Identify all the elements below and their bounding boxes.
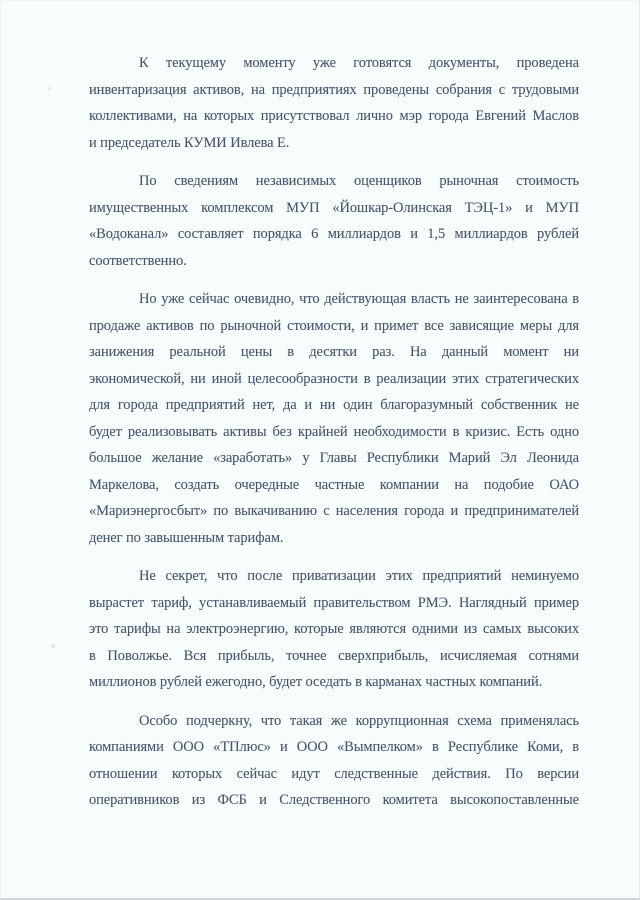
text-line: в Поволжье. Вся прибыль, точнее сверхприбыль, исчисляемая сотнями [89, 647, 579, 664]
text-line: большое желание «заработать» у Главы Республики Марий Эл Леонида [89, 450, 579, 466]
text-line: это тарифы на электроэнергию, которые являются одними из самых высоких [89, 621, 579, 637]
text-line: коллективами, на которых присутствовал лично мэр города Евгений Маслов [89, 108, 579, 124]
text-line: Но уже сейчас очевидно, что действующая власть не заинтересована в [139, 291, 579, 307]
paragraph-2 [89, 168, 577, 274]
text-line: соответственно. [89, 252, 187, 269]
scan-speck [48, 87, 51, 90]
text-line: К текущему моменту уже готовятся документы, проведена [139, 55, 579, 71]
text-line: Особо подчеркну, что такая же коррупционная схема применялась [139, 712, 579, 729]
text-line: денег по завышенным тарифам. [89, 529, 284, 546]
text-line: будет реализовывать активы без крайней необходимости в кризис. Есть одно [89, 423, 579, 440]
text-line: Не секрет, что после приватизации этих предприятий неминуемо [139, 568, 579, 584]
paragraph-4 [89, 563, 577, 696]
text-line: По сведениям независимых оценщиков рыночная стоимость [139, 173, 579, 189]
text-line: «Мариэнергосбыт» по выкачиванию с населения города и предпринимателей [89, 503, 579, 519]
text-line: продаже активов по рыночной стоимости, и примет все зависящие меры для [89, 317, 579, 334]
text-line: экономической, ни иной целесообразности в реализации этих стратегических [89, 370, 579, 387]
text-line: инвентаризация активов, на предприятиях проведены собрания с трудовыми [89, 81, 579, 98]
text-line: и председатель КУМИ Ивлева Е. [89, 134, 290, 151]
text-line: вырастет тариф, устанавливаемый правительством РМЭ. Наглядный пример [89, 594, 579, 611]
scan-speck [51, 644, 55, 648]
text-line: миллионов рублей ежегодно, будет оседать в карманах частных компаний. [89, 674, 543, 690]
text-line: отношении которых сейчас идут следственные действия. По версии [89, 765, 579, 782]
text-line: для города предприятий нет, да и ни один благоразумный собственник не [89, 397, 579, 413]
text-line: занижения реальной цены в десятки раз. На данный момент ни [89, 344, 579, 360]
text-line: компаниями ООО «ТПлюс» и ООО «Вымпелком» в Республике Коми, в [89, 739, 579, 755]
text-line: имущественных комплексом МУП «Йошкар-Олинская ТЭЦ-1» и МУП [89, 199, 579, 216]
text-line: «Водоканал» составляет порядка 6 миллиардов и 1,5 миллиардов рублей [89, 226, 579, 242]
paragraph-3 [89, 286, 577, 551]
paragraph-1 [89, 50, 577, 156]
text-line: Маркелова, создать очередные частные компании на подобие ОАО [89, 476, 579, 493]
paragraph-5 [89, 708, 577, 814]
text-line: оперативников из ФСБ и Следственного комитета высокопоставленные [89, 792, 579, 808]
